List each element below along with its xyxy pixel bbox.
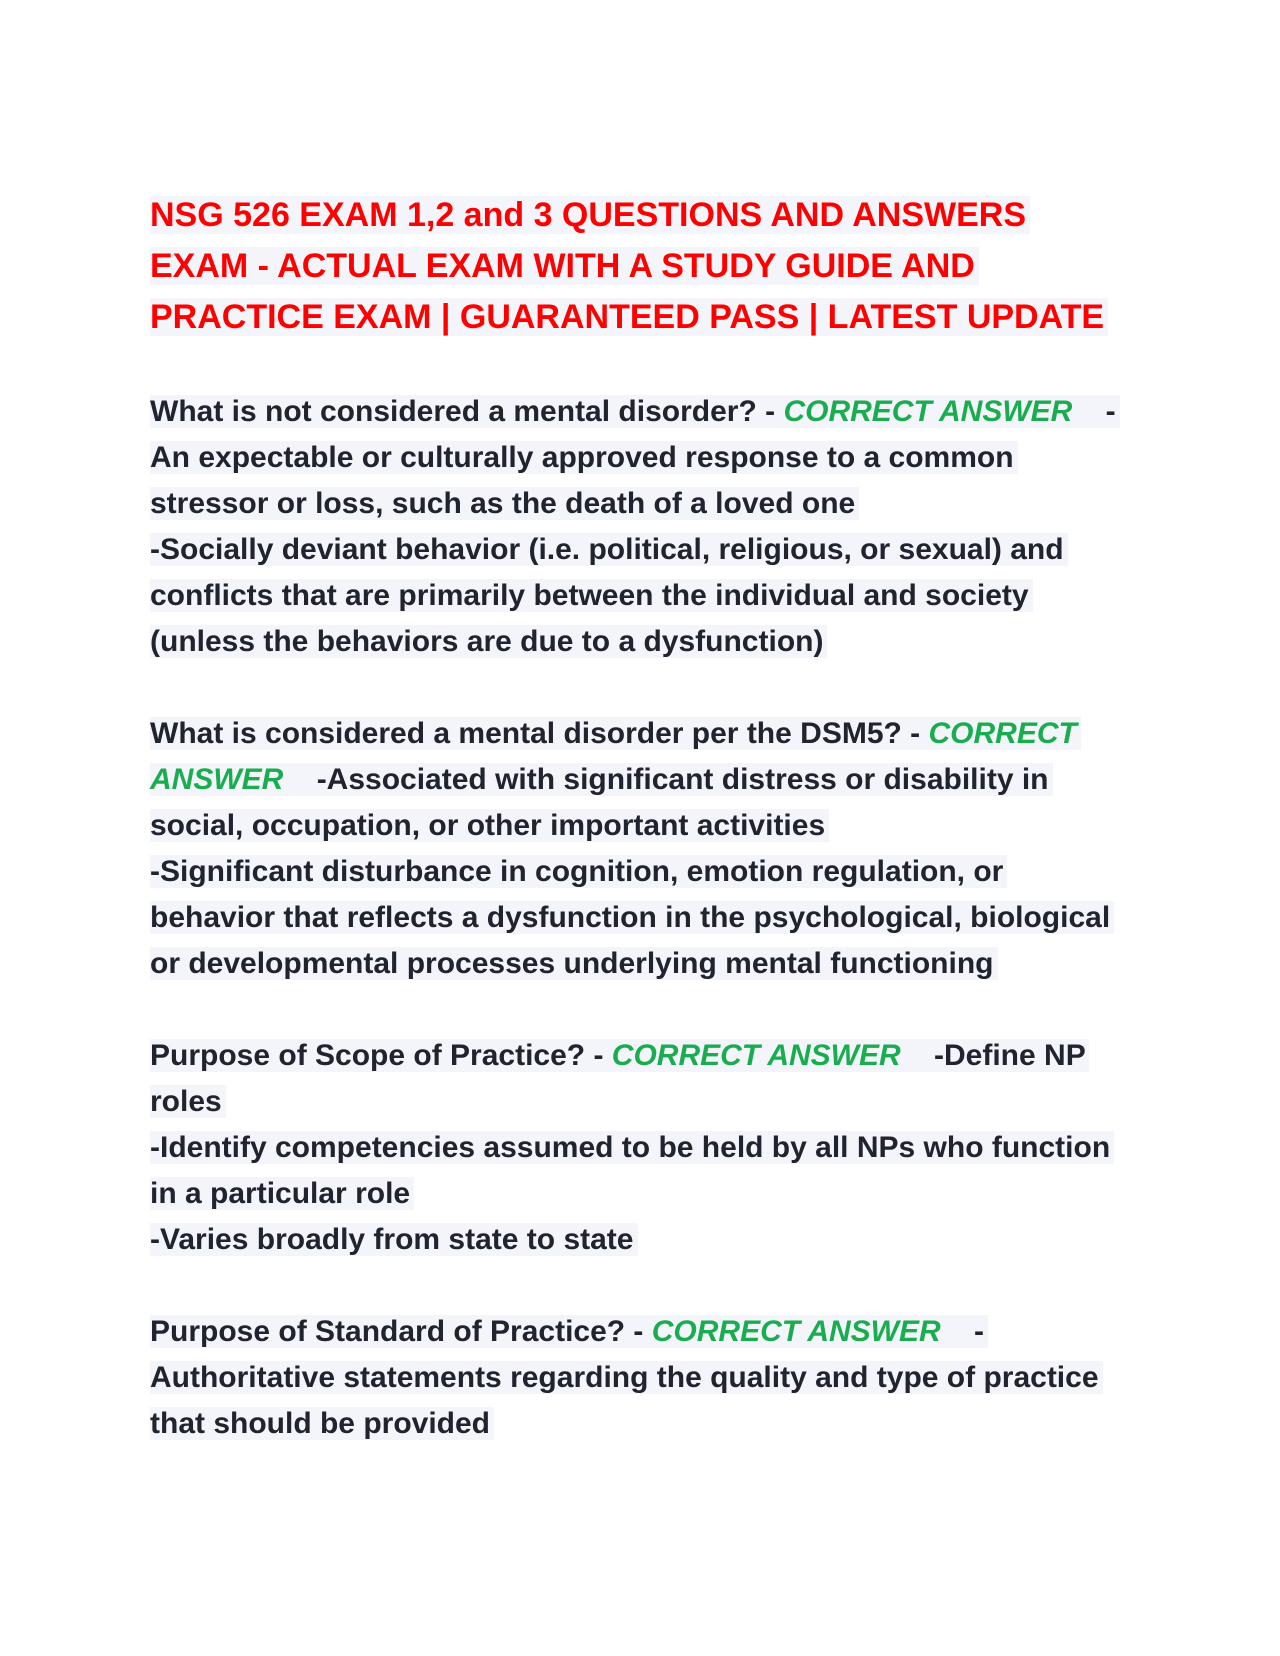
question-text: Purpose of Scope of Practice? - bbox=[150, 1039, 604, 1072]
question-text: What is not considered a mental disorder? - bbox=[150, 395, 776, 428]
answer-line: -Significant disturbance in cognition, emotion regulation, or behavior that reflects a dysfunction in the psychological, biological or developmental processes underlying mental functioning bbox=[150, 855, 1111, 980]
answer-line: -Define NP roles bbox=[150, 1039, 1086, 1118]
question-text: What is considered a mental disorder per the DSM5? - bbox=[150, 717, 921, 750]
answer-line: -Identify competencies assumed to be held by all NPs who function in a particular role bbox=[150, 1131, 1111, 1210]
answer-line: -Authoritative statements regarding the quality and type of practice that should be provided bbox=[150, 1315, 1099, 1440]
document-title-text: NSG 526 EXAM 1,2 and 3 QUESTIONS AND ANSWERS EXAM - ACTUAL EXAM WITH A STUDY GUIDE AND PRACTICE EXAM | GUARANTEED PASS | LATEST UPDATE bbox=[150, 196, 1108, 336]
document-title bbox=[150, 190, 1130, 343]
correct-answer-label: CORRECT ANSWER bbox=[651, 1315, 941, 1348]
document-page bbox=[150, 190, 1130, 1493]
answer-line: -Socially deviant behavior (i.e. political, religious, or sexual) and conflicts that are primarily between the individual and society (unless the behaviors are due to a dysfunction) bbox=[150, 533, 1064, 658]
correct-answer-label: CORRECT ANSWER bbox=[783, 395, 1073, 428]
answer-line: -Associated with significant distress or disability in social, occupation, or other important activities bbox=[150, 763, 1049, 842]
qa-item-4 bbox=[150, 1309, 1130, 1447]
qa-item-3 bbox=[150, 1033, 1130, 1263]
answer-line: -An expectable or culturally approved response to a common stressor or loss, such as the death of a loved one bbox=[150, 395, 1116, 520]
correct-answer-label: CORRECT ANSWER bbox=[150, 717, 1077, 796]
question-text: Purpose of Standard of Practice? - bbox=[150, 1315, 644, 1348]
correct-answer-label: CORRECT ANSWER bbox=[611, 1039, 901, 1072]
qa-item-1 bbox=[150, 389, 1130, 665]
answer-line: -Varies broadly from state to state bbox=[150, 1223, 634, 1256]
qa-item-2 bbox=[150, 711, 1130, 987]
